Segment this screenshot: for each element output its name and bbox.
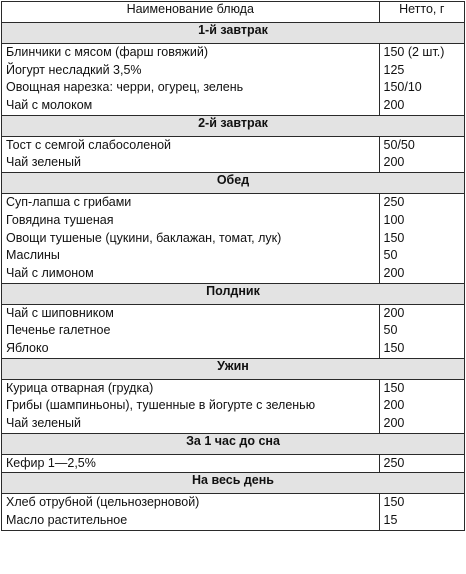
section-items-row xyxy=(2,136,465,172)
section-title: На весь день xyxy=(2,473,465,494)
net-weights-cell xyxy=(379,136,464,172)
meal-plan-table xyxy=(1,1,465,531)
dish-names-cell xyxy=(2,136,380,172)
dish-name: Овощная нарезка: черри, огурец, зелень xyxy=(6,80,244,95)
dish-name: Чай с шиповником xyxy=(6,305,114,320)
dish-name: Йогурт несладкий 3,5% xyxy=(6,62,142,77)
net-weights-cell xyxy=(379,494,464,530)
dish-names-cell xyxy=(2,44,380,116)
net-weight: 150/10 xyxy=(383,80,422,95)
section-title: 1-й завтрак xyxy=(2,23,465,44)
section-items-row xyxy=(2,379,465,433)
section-items-row xyxy=(2,304,465,358)
dish-name: Хлеб отрубной (цельнозерновой) xyxy=(6,495,200,510)
dish-name: Чай с молоком xyxy=(6,98,93,113)
net-weights-cell xyxy=(379,379,464,433)
net-weight: 150 (2 шт.) xyxy=(383,45,445,59)
dish-name: Тост с семгой слабосоленой xyxy=(6,137,172,152)
net-weight: 250 xyxy=(383,455,405,470)
column-header-dish-name: Наименование блюда xyxy=(2,2,380,23)
net-weight: 125 xyxy=(383,62,405,77)
net-weight: 150 xyxy=(383,340,405,355)
section-header-row xyxy=(2,433,465,454)
net-weight: 200 xyxy=(383,265,405,280)
section-header-row xyxy=(2,358,465,379)
net-weight: 150 xyxy=(383,380,405,395)
section-items-row xyxy=(2,454,465,473)
section-title: Ужин xyxy=(2,358,465,379)
net-weight: 200 xyxy=(383,155,405,170)
dish-name: Блинчики с мясом (фарш говяжий) xyxy=(6,45,209,59)
net-weight: 100 xyxy=(383,212,405,227)
dish-name: Курица отварная (грудка) xyxy=(6,380,154,395)
section-header-row xyxy=(2,283,465,304)
net-weight: 50 xyxy=(383,323,398,338)
dish-names-cell xyxy=(2,494,380,530)
dish-name: Овощи тушеные (цукини, баклажан, томат, лук) xyxy=(6,230,282,245)
dish-names-cell xyxy=(2,454,380,473)
net-weight: 200 xyxy=(383,305,405,320)
section-title: Полдник xyxy=(2,283,465,304)
section-header-row xyxy=(2,23,465,44)
dish-names-cell xyxy=(2,194,380,283)
section-items-row xyxy=(2,194,465,283)
section-header-row xyxy=(2,173,465,194)
dish-name: Грибы (шампиньоны), тушенные в йогурте с зеленью xyxy=(6,398,316,413)
table-header-row xyxy=(2,2,465,23)
dish-name: Чай зеленый xyxy=(6,416,81,430)
dish-name: Суп-лапша с грибами xyxy=(6,195,132,210)
net-weight: 150 xyxy=(383,230,405,245)
dish-name: Говядина тушеная xyxy=(6,212,114,227)
dish-names-cell xyxy=(2,379,380,433)
dish-name: Печенье галетное xyxy=(6,323,111,338)
dish-name: Масло растительное xyxy=(6,513,128,528)
net-weights-cell xyxy=(379,454,464,473)
section-title: За 1 час до сна xyxy=(2,433,465,454)
section-title: Обед xyxy=(2,173,465,194)
net-weight: 200 xyxy=(383,416,405,430)
dish-name: Маслины xyxy=(6,248,60,263)
net-weight: 250 xyxy=(383,195,405,210)
section-items-row xyxy=(2,494,465,530)
net-weights-cell xyxy=(379,194,464,283)
net-weight: 200 xyxy=(383,398,405,413)
net-weight: 200 xyxy=(383,98,405,113)
dish-name: Яблоко xyxy=(6,340,49,355)
dish-name: Кефир 1—2,5% xyxy=(6,455,96,470)
column-header-net-weight: Нетто, г xyxy=(379,2,464,23)
net-weight: 15 xyxy=(383,513,398,528)
dish-name: Чай с лимоном xyxy=(6,265,94,280)
net-weights-cell xyxy=(379,44,464,116)
dish-name: Чай зеленый xyxy=(6,155,81,170)
net-weight: 50 xyxy=(383,248,398,263)
net-weight: 150 xyxy=(383,495,405,510)
table-body xyxy=(2,23,465,531)
dish-names-cell xyxy=(2,304,380,358)
net-weights-cell xyxy=(379,304,464,358)
section-header-row xyxy=(2,115,465,136)
net-weight: 50/50 xyxy=(383,137,415,152)
section-title: 2-й завтрак xyxy=(2,115,465,136)
section-items-row xyxy=(2,44,465,116)
section-header-row xyxy=(2,473,465,494)
